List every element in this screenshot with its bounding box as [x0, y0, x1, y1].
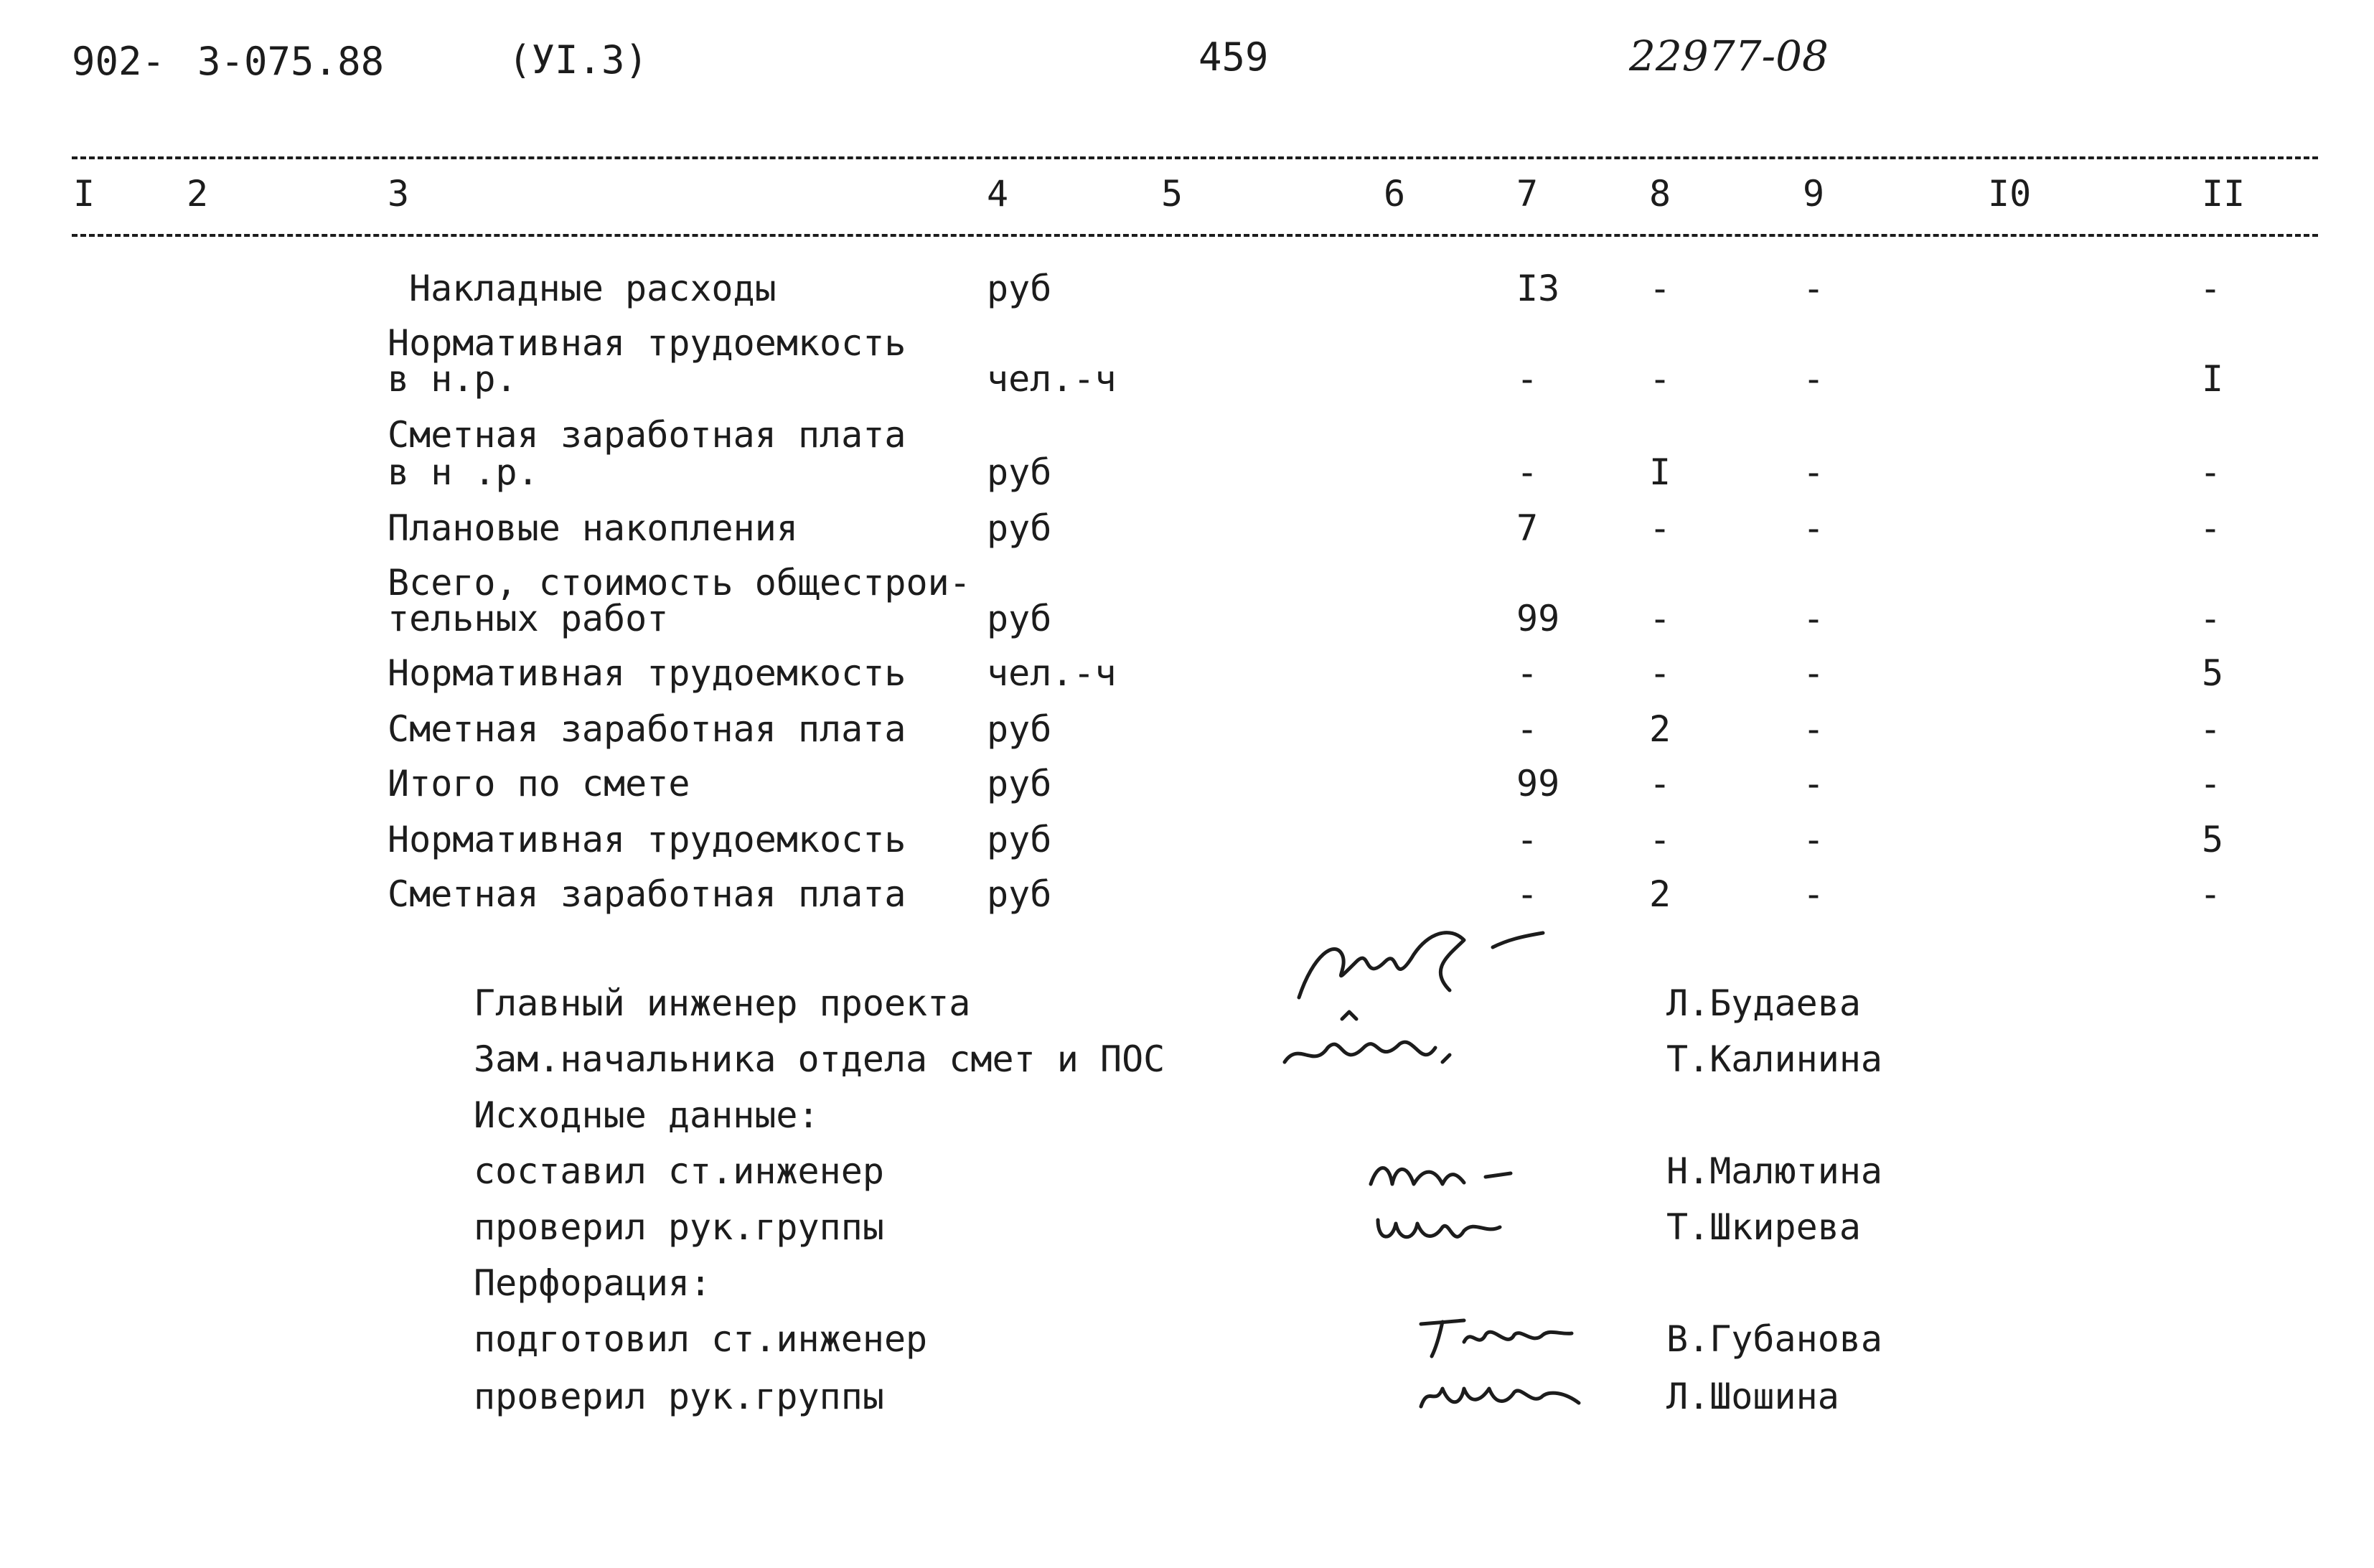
document-number: 22977-08: [1629, 32, 1829, 80]
row-col7: 7: [1516, 507, 1539, 549]
row-label: Всего, стоимость общестрои-: [388, 562, 971, 604]
row-col8: -: [1649, 598, 1671, 639]
col-header-11: II: [2202, 173, 2246, 215]
col-header-1: I: [73, 173, 95, 215]
row-col11: -: [2200, 873, 2222, 915]
row-col8: -: [1649, 763, 1671, 804]
row-unit: чел.-ч: [987, 652, 1117, 694]
row-col8: -: [1649, 652, 1671, 694]
signatory-role: проверил рук.группы: [474, 1206, 884, 1248]
col-header-3: 3: [388, 173, 410, 215]
row-col7: -: [1516, 451, 1539, 493]
col-header-5: 5: [1161, 173, 1183, 215]
row-label: Нормативная трудоемкость: [388, 819, 906, 860]
row-col9: -: [1803, 268, 1825, 309]
row-col9: -: [1803, 873, 1825, 915]
section-label: Перфорация:: [474, 1262, 712, 1304]
col-header-10: I0: [1988, 173, 2032, 215]
row-col9: -: [1803, 819, 1825, 860]
row-unit: руб: [987, 819, 1052, 860]
row-col7: -: [1516, 708, 1539, 750]
signatory-role: Главный инженер проекта: [474, 982, 971, 1024]
row-col9: -: [1803, 598, 1825, 639]
signatory-role: Зам.начальника отдела смет и ПОС: [474, 1038, 1165, 1080]
col-header-8: 8: [1649, 173, 1671, 215]
handwritten-signature-4: [1364, 1198, 1521, 1263]
row-col11: -: [2200, 268, 2222, 309]
row-unit: руб: [987, 507, 1052, 549]
row-col8: -: [1649, 268, 1671, 309]
row-unit: чел.-ч: [987, 358, 1117, 400]
col-header-4: 4: [987, 173, 1009, 215]
row-label: Сметная заработная плата: [388, 414, 906, 456]
row-col11: -: [2200, 451, 2222, 493]
row-col7: -: [1516, 358, 1539, 400]
row-label-cont: тельных работ: [388, 598, 669, 639]
row-label: Накладные расходы: [409, 268, 777, 309]
col-header-7: 7: [1516, 173, 1539, 215]
doc-code: 3-075.88: [197, 39, 385, 84]
row-col7: 99: [1516, 598, 1560, 639]
row-col9: -: [1803, 763, 1825, 804]
handwritten-signature-2: [1270, 1005, 1471, 1084]
handwritten-signature-6: [1407, 1363, 1600, 1421]
col-header-9: 9: [1803, 173, 1825, 215]
row-label: Сметная заработная плата: [388, 708, 906, 750]
signatory-role: проверил рук.группы: [474, 1376, 884, 1417]
row-unit: руб: [987, 451, 1052, 493]
doc-series: 902-: [72, 39, 166, 84]
row-label-cont: в н.р.: [388, 358, 517, 400]
signatory-role: подготовил ст.инженер: [474, 1318, 928, 1360]
signatory-role: составил ст.инженер: [474, 1150, 884, 1192]
section-label: Исходные данные:: [474, 1094, 820, 1136]
row-col8: -: [1649, 507, 1671, 549]
row-col8: I: [1649, 451, 1671, 493]
row-col11: -: [2200, 507, 2222, 549]
row-col11: 5: [2202, 819, 2224, 860]
row-unit: руб: [987, 708, 1052, 750]
row-col7: -: [1516, 652, 1539, 694]
row-unit: руб: [987, 268, 1052, 309]
row-col9: -: [1803, 451, 1825, 493]
row-label: Нормативная трудоемкость: [388, 652, 906, 694]
row-col11: -: [2200, 708, 2222, 750]
row-col9: -: [1803, 358, 1825, 400]
row-col8: 2: [1649, 873, 1671, 915]
signatory-name: Т.Калинина: [1666, 1038, 1883, 1080]
page-number: 459: [1198, 34, 1269, 80]
header-top-rule: [72, 156, 2318, 159]
row-col8: -: [1649, 819, 1671, 860]
row-col7: -: [1516, 873, 1539, 915]
handwritten-signature-3: [1356, 1141, 1529, 1206]
row-col9: -: [1803, 507, 1825, 549]
row-col11: I: [2202, 358, 2224, 400]
row-col11: -: [2200, 598, 2222, 639]
row-col7: I3: [1516, 268, 1560, 309]
row-label: Сметная заработная плата: [388, 873, 906, 915]
row-label-cont: в н .р.: [388, 451, 539, 493]
album-number: (УI.3): [508, 37, 649, 83]
col-header-6: 6: [1384, 173, 1406, 215]
row-col11: -: [2200, 763, 2222, 804]
header-bottom-rule: [72, 234, 2318, 237]
row-col9: -: [1803, 652, 1825, 694]
row-label: Плановые накопления: [388, 507, 798, 549]
row-col9: -: [1803, 708, 1825, 750]
row-unit: руб: [987, 873, 1052, 915]
row-col7: 99: [1516, 763, 1560, 804]
signatory-name: Л.Шошина: [1666, 1376, 1839, 1417]
signatory-name: Т.Шкирева: [1666, 1206, 1861, 1248]
signatory-name: Н.Малютина: [1666, 1150, 1883, 1192]
row-label: Нормативная трудоемкость: [388, 322, 906, 364]
row-label: Итого по смете: [388, 763, 690, 804]
signatory-name: В.Губанова: [1666, 1318, 1883, 1360]
row-unit: руб: [987, 763, 1052, 804]
row-unit: руб: [987, 598, 1052, 639]
col-header-2: 2: [187, 173, 209, 215]
row-col8: -: [1649, 358, 1671, 400]
row-col11: 5: [2202, 652, 2224, 694]
row-col7: -: [1516, 819, 1539, 860]
handwritten-signature-5: [1407, 1306, 1593, 1363]
signatory-name: Л.Будаева: [1666, 982, 1861, 1024]
row-col8: 2: [1649, 708, 1671, 750]
